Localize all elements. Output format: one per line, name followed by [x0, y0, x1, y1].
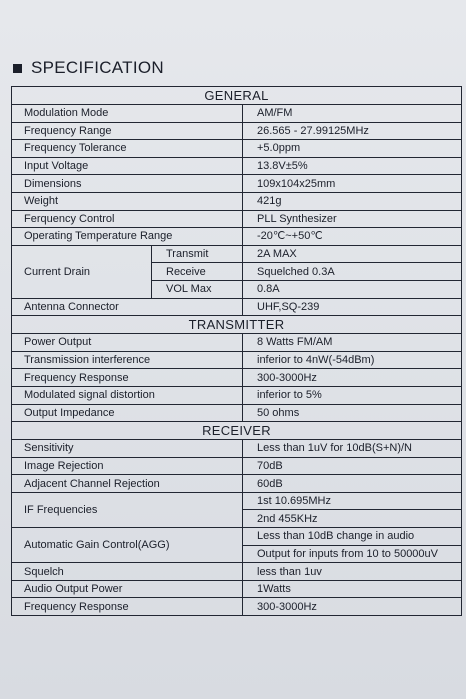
row-value: PLL Synthesizer: [243, 210, 462, 228]
table-row: [12, 563, 462, 581]
table-row: [12, 404, 462, 422]
row-label: Image Rejection: [12, 457, 243, 475]
current-drain-mode: Transmit: [152, 245, 243, 263]
page-heading: [13, 58, 164, 78]
table-row: [12, 157, 462, 175]
row-value: -20℃~+50℃: [243, 228, 462, 246]
specification-table: [11, 86, 462, 616]
section-row: [12, 422, 462, 440]
agc-label: Automatic Gain Control(AGG): [12, 528, 243, 563]
if-frequencies-label: IF Frequencies: [12, 492, 243, 527]
current-drain-mode: VOL Max: [152, 280, 243, 298]
row-label: Weight: [12, 192, 243, 210]
table-row: [12, 210, 462, 228]
row-value: 70dB: [243, 457, 462, 475]
table-row: [12, 334, 462, 352]
row-label: Adjacent Channel Rejection: [12, 475, 243, 493]
row-label: Ferquency Control: [12, 210, 243, 228]
row-label: Frequency Tolerance: [12, 140, 243, 158]
table-row: [12, 245, 462, 263]
row-label: Operating Temperature Range: [12, 228, 243, 246]
row-label: Frequency Range: [12, 122, 243, 140]
current-drain-mode: Receive: [152, 263, 243, 281]
row-label: Transmission interference: [12, 351, 243, 369]
row-value: 26.565 - 27.99125MHz: [243, 122, 462, 140]
if-frequency-value: 1st 10.695MHz: [243, 492, 462, 510]
current-drain-value: Squelched 0.3A: [243, 263, 462, 281]
table-row: [12, 528, 462, 546]
row-value: less than 1uv: [243, 563, 462, 581]
row-value: 1Watts: [243, 580, 462, 598]
table-row: [12, 457, 462, 475]
section-header-receiver: RECEIVER: [12, 422, 462, 440]
row-value: +5.0ppm: [243, 140, 462, 158]
row-label: Antenna Connector: [12, 298, 243, 316]
row-value: 8 Watts FM/AM: [243, 334, 462, 352]
row-label: Sensitivity: [12, 440, 243, 458]
row-label: Power Output: [12, 334, 243, 352]
current-drain-label: Current Drain: [12, 245, 152, 298]
table-row: [12, 386, 462, 404]
row-value: inferior to 4nW(-54dBm): [243, 351, 462, 369]
table-row: [12, 122, 462, 140]
table-row: [12, 580, 462, 598]
table-row: [12, 369, 462, 387]
agc-value: Output for inputs from 10 to 50000uV: [243, 545, 462, 563]
section-header-general: GENERAL: [12, 87, 462, 105]
row-value: inferior to 5%: [243, 386, 462, 404]
table-row: [12, 298, 462, 316]
bullet-square-icon: [13, 64, 22, 73]
row-value: 300-3000Hz: [243, 598, 462, 616]
row-label: Squelch: [12, 563, 243, 581]
section-row: [12, 87, 462, 105]
row-label: Frequency Response: [12, 598, 243, 616]
page-title: SPECIFICATION: [31, 58, 164, 77]
table-row: [12, 192, 462, 210]
agc-value: Less than 10dB change in audio: [243, 528, 462, 546]
row-value: 50 ohms: [243, 404, 462, 422]
table-row: [12, 140, 462, 158]
table-row: [12, 175, 462, 193]
row-value: 13.8V±5%: [243, 157, 462, 175]
current-drain-value: 0.8A: [243, 280, 462, 298]
row-label: Input Voltage: [12, 157, 243, 175]
row-value: 109x104x25mm: [243, 175, 462, 193]
row-label: Modulation Mode: [12, 105, 243, 123]
row-label: Dimensions: [12, 175, 243, 193]
current-drain-value: 2A MAX: [243, 245, 462, 263]
table-row: [12, 475, 462, 493]
table-row: [12, 228, 462, 246]
row-label: Audio Output Power: [12, 580, 243, 598]
row-label: Output Impedance: [12, 404, 243, 422]
row-value: AM/FM: [243, 105, 462, 123]
row-value: 60dB: [243, 475, 462, 493]
row-value: 300-3000Hz: [243, 369, 462, 387]
table-row: [12, 440, 462, 458]
table-row: [12, 105, 462, 123]
table-row: [12, 351, 462, 369]
row-label: Frequency Response: [12, 369, 243, 387]
row-value: Less than 1uV for 10dB(S+N)/N: [243, 440, 462, 458]
section-row: [12, 316, 462, 334]
section-header-transmitter: TRANSMITTER: [12, 316, 462, 334]
row-value: UHF,SQ-239: [243, 298, 462, 316]
row-label: Modulated signal distortion: [12, 386, 243, 404]
table-row: [12, 598, 462, 616]
table-row: [12, 492, 462, 510]
row-value: 421g: [243, 192, 462, 210]
if-frequency-value: 2nd 455KHz: [243, 510, 462, 528]
